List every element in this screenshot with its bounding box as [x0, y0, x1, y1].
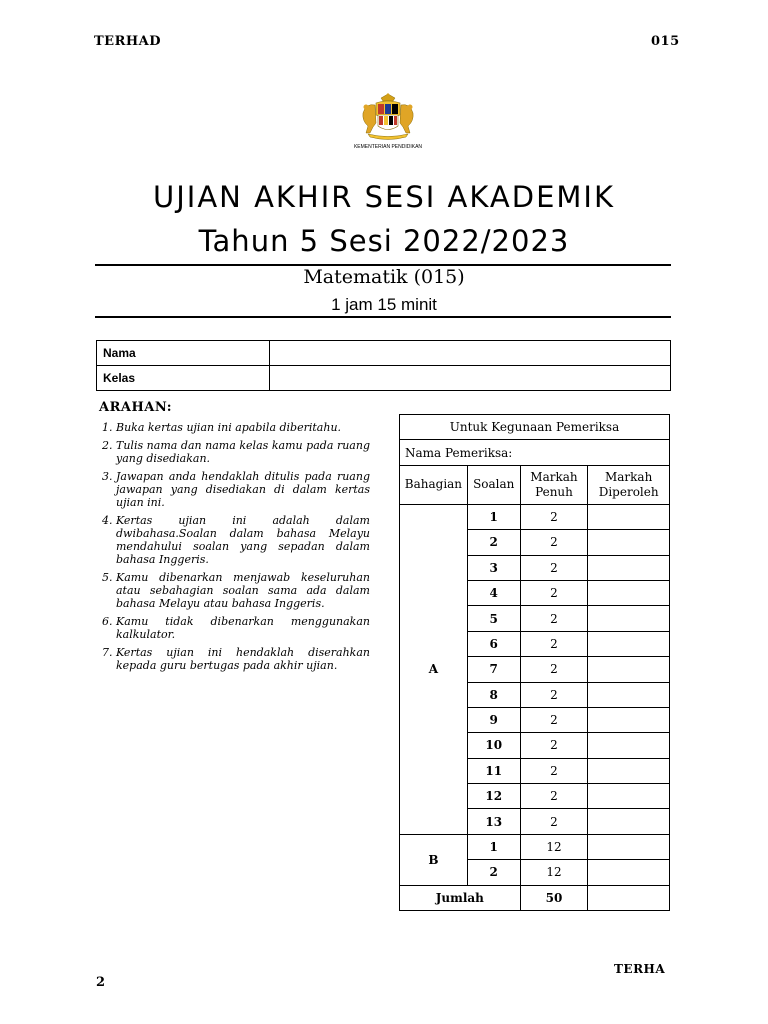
- obtained-marks-cell[interactable]: [588, 758, 670, 783]
- instruction-number: 3.: [102, 469, 113, 483]
- obtained-marks-cell[interactable]: [588, 657, 670, 682]
- obtained-marks-column-header: Markah Diperoleh: [588, 465, 670, 504]
- question-number: 2: [467, 860, 520, 885]
- obtained-marks-cell[interactable]: [588, 555, 670, 580]
- instruction-item: [102, 470, 370, 510]
- question-number: 7: [467, 657, 520, 682]
- obtained-marks-cell[interactable]: [588, 834, 670, 859]
- full-marks-value: 2: [520, 758, 588, 783]
- instruction-item: [102, 514, 370, 567]
- question-number: 13: [467, 809, 520, 834]
- class-field[interactable]: [270, 366, 671, 391]
- examiner-table-header-row: [400, 465, 670, 504]
- full-marks-value: 2: [520, 657, 588, 682]
- name-field[interactable]: [270, 341, 671, 366]
- question-number: 2: [467, 530, 520, 555]
- question-number: 4: [467, 580, 520, 605]
- header-classification: TERHAD: [94, 34, 162, 49]
- obtained-marks-cell[interactable]: [588, 530, 670, 555]
- instruction-text: Tulis nama dan nama kelas kamu pada ruang yang disediakan.: [116, 438, 370, 465]
- question-number: 3: [467, 555, 520, 580]
- full-marks-value: 2: [520, 555, 588, 580]
- full-marks-value: 2: [520, 504, 588, 529]
- obtained-marks-cell[interactable]: [588, 809, 670, 834]
- instruction-text: Buka kertas ujian ini apabila diberitahu.: [116, 421, 342, 434]
- question-row: [400, 834, 670, 859]
- examiner-marks-table: [399, 414, 670, 911]
- obtained-marks-cell[interactable]: [588, 860, 670, 885]
- student-info-table: [96, 340, 671, 391]
- instruction-text: Kamu dibenarkan menjawab keseluruhan atau sebahagian soalan sama ada dalam bahasa Melayu atau bahasa Inggeris.: [116, 571, 370, 611]
- question-number: 11: [467, 758, 520, 783]
- instruction-text: Kamu tidak dibenarkan menggunakan kalkulator.: [116, 615, 370, 642]
- question-column-header: Soalan: [467, 465, 520, 504]
- instruction-number: 7.: [102, 646, 113, 660]
- instruction-item: [102, 571, 370, 611]
- full-marks-column-header: Markah Penuh: [520, 465, 588, 504]
- obtained-marks-cell[interactable]: [588, 580, 670, 605]
- instruction-item: [102, 439, 370, 465]
- subject-name: Matematik (015): [303, 266, 465, 288]
- name-row: [97, 341, 671, 366]
- class-label: Kelas: [97, 366, 270, 391]
- instruction-item: [102, 646, 370, 672]
- question-number: 9: [467, 707, 520, 732]
- full-marks-value: 2: [520, 784, 588, 809]
- instruction-text: Kertas ujian ini hendaklah diserahkan kepada guru bertugas pada akhir ujian.: [116, 646, 370, 673]
- section-column-header: Bahagian: [400, 465, 468, 504]
- question-number: 1: [467, 834, 520, 859]
- name-label: Nama: [97, 341, 270, 366]
- obtained-marks-cell[interactable]: [588, 504, 670, 529]
- obtained-marks-cell[interactable]: [588, 606, 670, 631]
- exam-title: UJIAN AKHIR SESI AKADEMIK: [152, 180, 615, 214]
- full-marks-value: 2: [520, 631, 588, 656]
- instruction-item: [102, 421, 370, 434]
- instruction-text: Kertas ujian ini adalah dalam dwibahasa.Soalan dalam bahasa Melayu mendahului soalan yang sepadan dalam bahasa Inggeris.: [116, 513, 370, 567]
- full-marks-value: 2: [520, 733, 588, 758]
- instructions-list: [102, 421, 370, 677]
- instruction-number: 6.: [102, 615, 113, 629]
- full-marks-value: 2: [520, 809, 588, 834]
- crest-caption: KEMENTERIAN PENDIDIKAN: [353, 144, 423, 150]
- full-marks-value: 2: [520, 682, 588, 707]
- class-row: [97, 366, 671, 391]
- question-row: [400, 504, 670, 529]
- question-number: 12: [467, 784, 520, 809]
- instruction-number: 2.: [102, 438, 113, 452]
- question-number: 1: [467, 504, 520, 529]
- crest-emblem-icon: [363, 93, 413, 140]
- question-number: 10: [467, 733, 520, 758]
- full-marks-value: 12: [520, 834, 588, 859]
- full-marks-value: 2: [520, 606, 588, 631]
- obtained-marks-cell[interactable]: [588, 682, 670, 707]
- total-full-marks: 50: [520, 885, 588, 910]
- title-divider-bottom: [95, 316, 671, 318]
- ministry-crest-logo: [348, 93, 428, 155]
- instruction-item: [102, 615, 370, 641]
- instruction-text: Jawapan anda hendaklah ditulis pada ruang jawapan yang disediakan di dalam kertas ujian ini.: [116, 469, 370, 510]
- question-number: 6: [467, 631, 520, 656]
- examiner-table-title-row: [400, 415, 670, 440]
- instruction-number: 1.: [102, 421, 113, 434]
- section-label: A: [400, 504, 468, 834]
- header-paper-code: 015: [651, 34, 680, 49]
- instruction-number: 5.: [102, 571, 113, 585]
- exam-year-session: Tahun 5 Sesi 2022/2023: [198, 224, 570, 258]
- full-marks-value: 2: [520, 530, 588, 555]
- total-label: Jumlah: [400, 885, 521, 910]
- examiner-name-row: [400, 440, 670, 465]
- footer-classification: TERHA: [614, 962, 666, 976]
- instructions-heading: ARAHAN:: [99, 400, 173, 415]
- question-number: 5: [467, 606, 520, 631]
- section-label: B: [400, 834, 468, 885]
- examiner-name-label: Nama Pemeriksa:: [400, 440, 670, 465]
- full-marks-value: 2: [520, 580, 588, 605]
- page-number: 2: [96, 975, 106, 990]
- full-marks-value: 2: [520, 707, 588, 732]
- total-obtained-cell[interactable]: [588, 885, 670, 910]
- examiner-table-title: Untuk Kegunaan Pemeriksa: [400, 415, 670, 440]
- question-number: 8: [467, 682, 520, 707]
- full-marks-value: 12: [520, 860, 588, 885]
- instruction-number: 4.: [102, 513, 113, 527]
- obtained-marks-cell[interactable]: [588, 631, 670, 656]
- obtained-marks-cell[interactable]: [588, 784, 670, 809]
- total-row: [400, 885, 670, 910]
- obtained-marks-cell[interactable]: [588, 733, 670, 758]
- exam-duration: 1 jam 15 minit: [331, 295, 437, 314]
- obtained-marks-cell[interactable]: [588, 707, 670, 732]
